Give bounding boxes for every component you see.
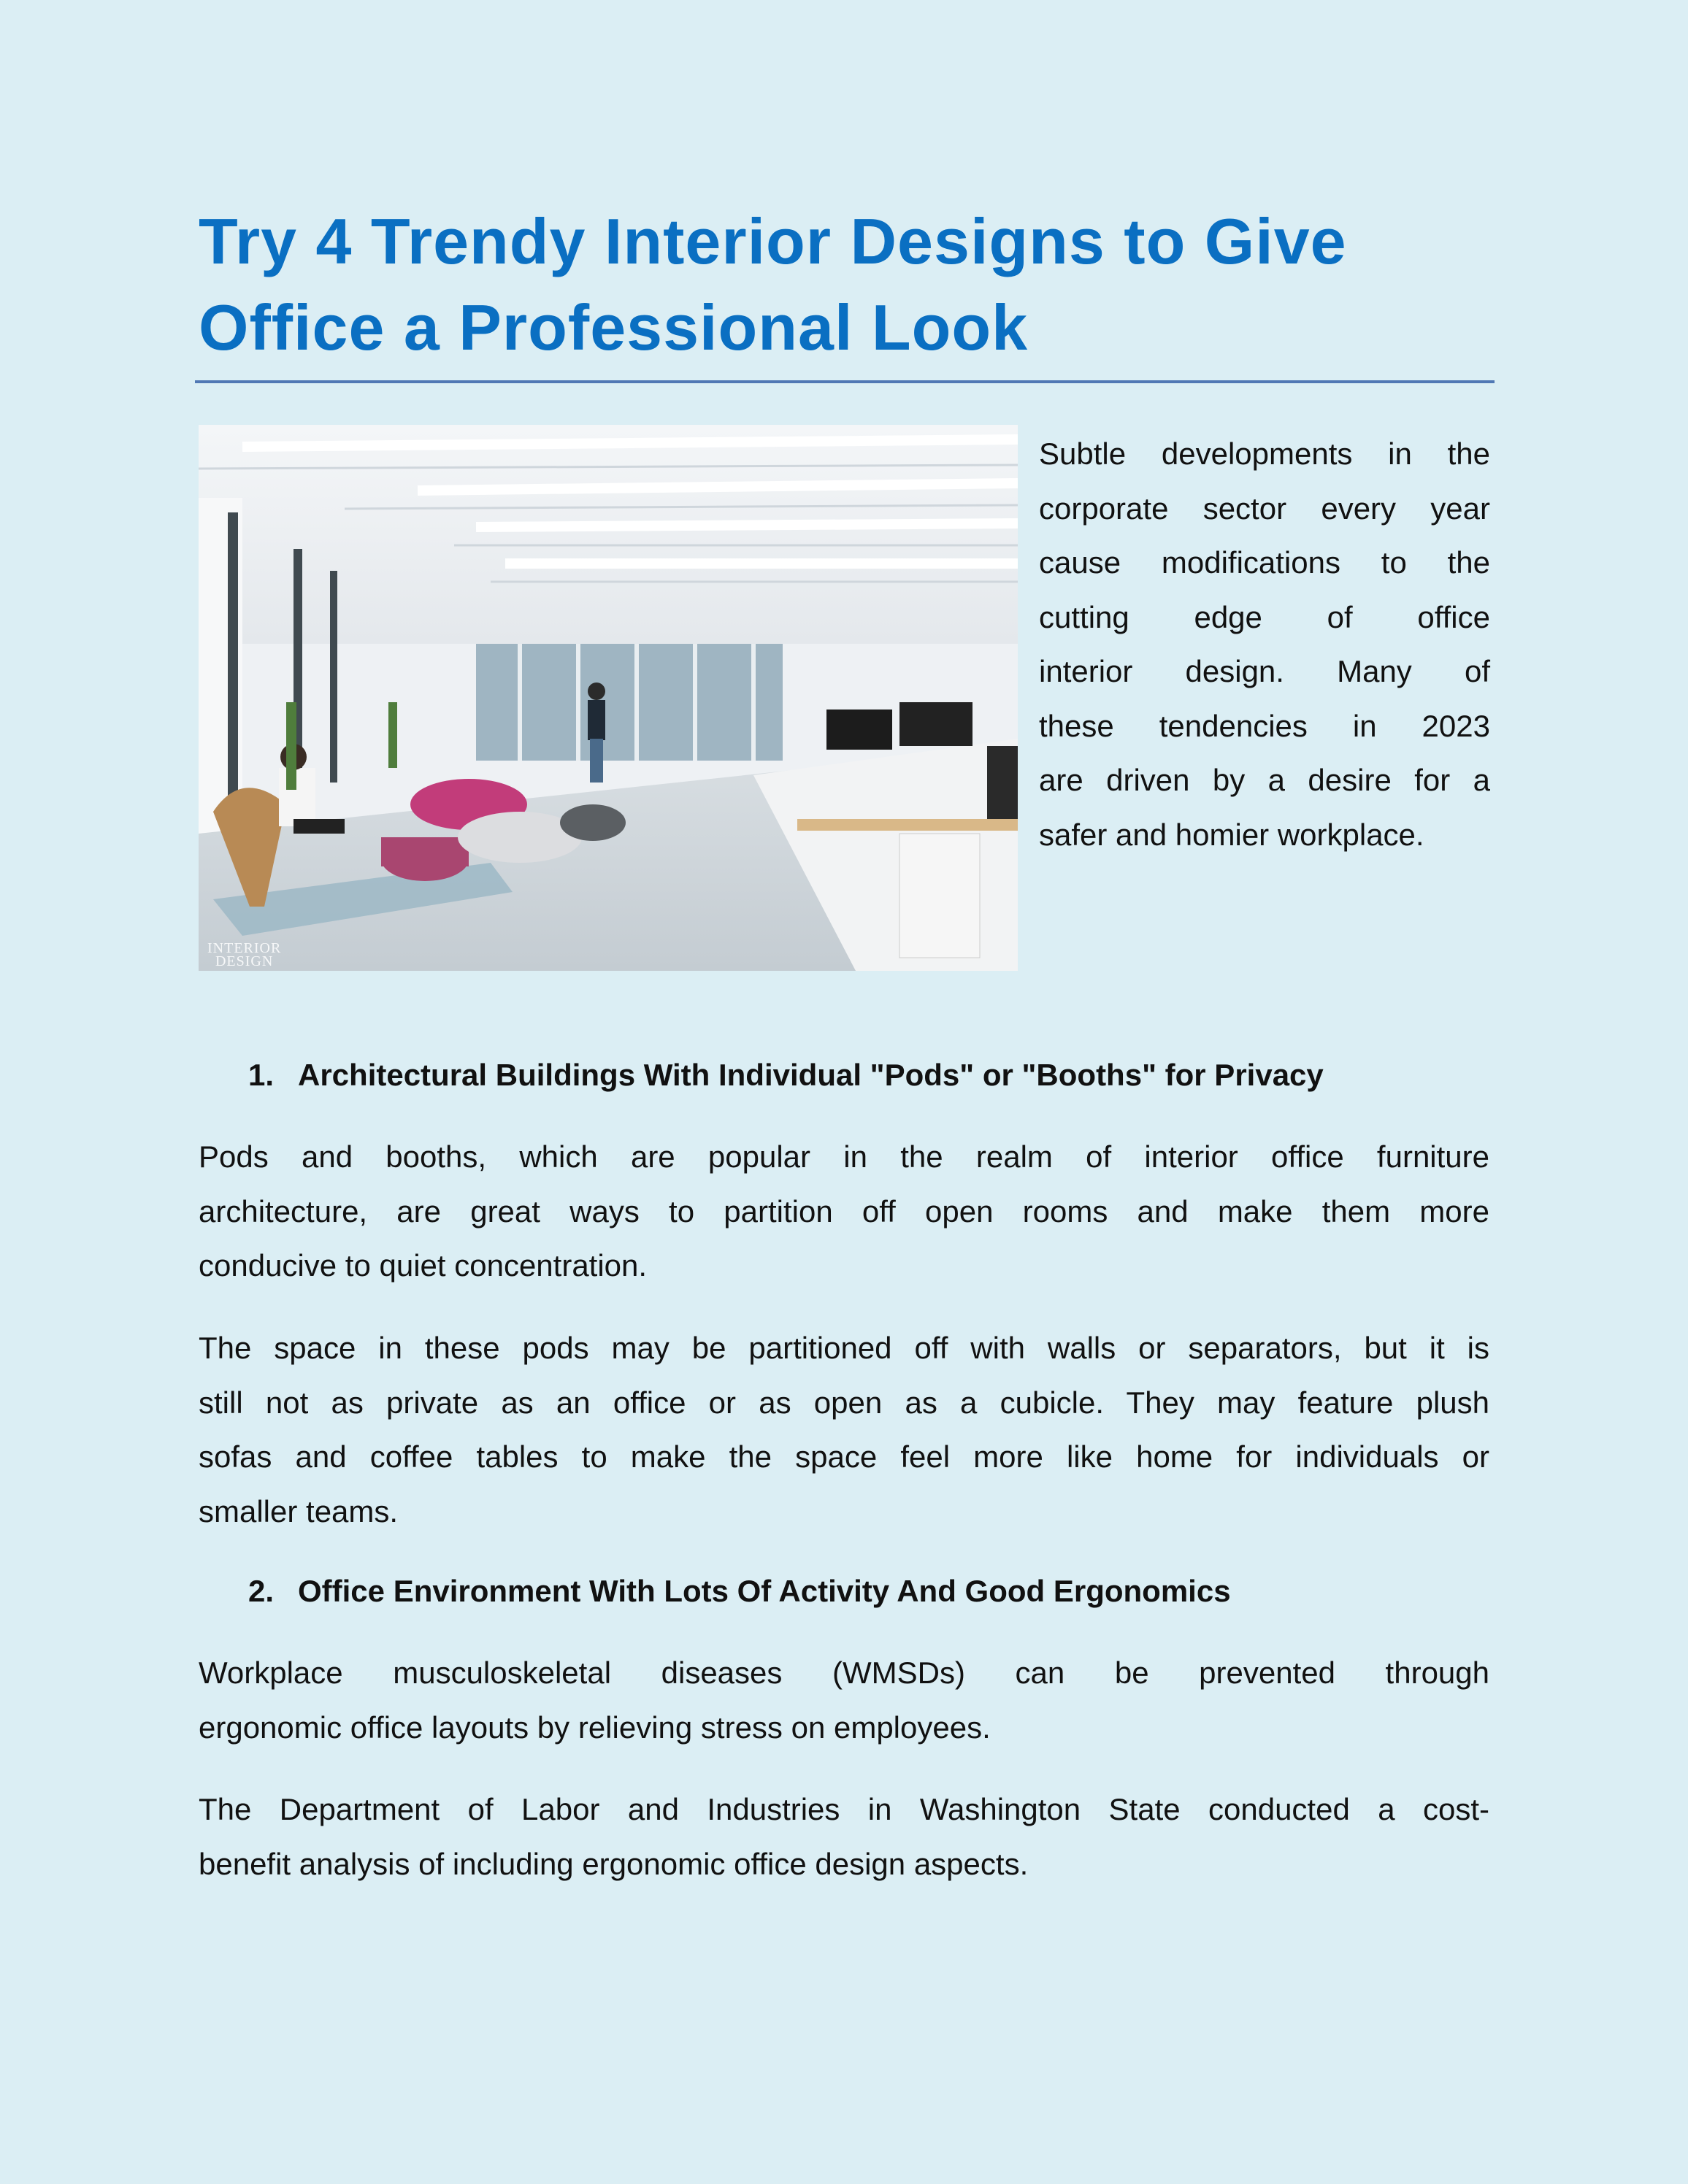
intro-line: cause modifications to the (1039, 545, 1490, 580)
section-heading-2 (248, 1569, 1231, 1613)
paragraph (199, 1130, 1489, 1293)
paragraph-line: The Department of Labor and Industries in Washington State conducted a cost- (199, 1792, 1489, 1826)
paragraph (199, 1783, 1489, 1891)
paragraph-line: conducive to quiet concentration. (199, 1248, 648, 1283)
intro-line: these tendencies in 2023 (1039, 708, 1490, 743)
page-title (199, 199, 1513, 371)
intro-paragraph (1039, 427, 1490, 862)
paragraph-line: ergonomic office layouts by relieving stress on employees. (199, 1710, 991, 1745)
title-line: Office a Professional Look (199, 291, 1029, 364)
office-interior-photo (199, 425, 1018, 971)
title-line: Try 4 Trendy Interior Designs to Give (199, 205, 1347, 277)
paragraph-line: Workplace musculoskeletal diseases (WMSDs) can be prevented through (199, 1656, 1489, 1690)
list-number: 2. (248, 1574, 275, 1608)
paragraph-line: benefit analysis of including ergonomic office design aspects. (199, 1846, 1029, 1881)
intro-line: cutting edge of office (1039, 599, 1490, 634)
heading-text: Office Environment With Lots Of Activity And Good Ergonomics (298, 1574, 1231, 1608)
paragraph-line: smaller teams. (199, 1493, 399, 1529)
heading-text: Architectural Buildings With Individual "Pods" or "Booths" for Privacy (298, 1058, 1324, 1092)
paragraph-line: Pods and booths, which are popular in the realm of interior office furniture (199, 1139, 1489, 1174)
intro-line: are driven by a desire for a (1039, 763, 1490, 797)
list-number: 1. (248, 1058, 275, 1092)
paragraph (199, 1646, 1489, 1755)
paragraph-line: The space in these pods may be partitioned off with walls or separators, but it is (199, 1331, 1489, 1365)
intro-line: interior design. Many of (1039, 654, 1490, 688)
paragraph (199, 1321, 1489, 1539)
section-heading-1 (248, 1053, 1324, 1097)
intro-line: safer and homier workplace. (1039, 817, 1424, 852)
intro-line: corporate sector every year (1039, 491, 1490, 526)
title-divider (195, 380, 1495, 383)
paragraph-line: still not as private as an office or as open as a cubicle. They may feature plush (199, 1385, 1489, 1420)
paragraph-line: sofas and coffee tables to make the space feel more like home for individuals or (199, 1439, 1489, 1474)
interior-design-watermark: INTERIOR DESIGN (207, 940, 282, 969)
intro-line: Subtle developments in the (1039, 437, 1490, 471)
paragraph-line: architecture, are great ways to partition off open rooms and make them more (199, 1193, 1489, 1228)
